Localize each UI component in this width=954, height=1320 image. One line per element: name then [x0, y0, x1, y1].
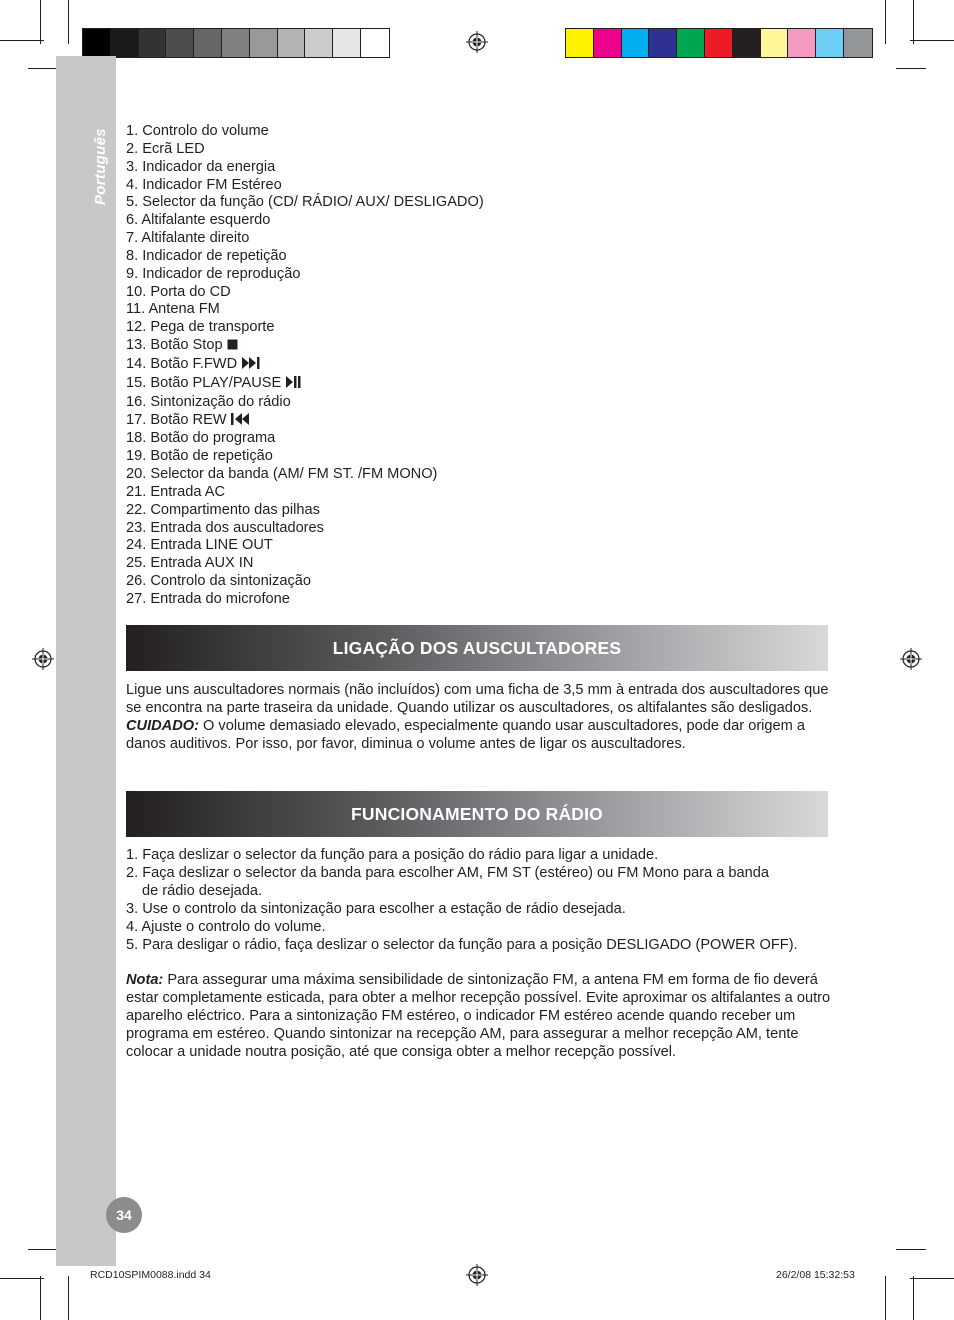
list-item-label: 16. Sintonização do rádio [126, 393, 291, 410]
fast-forward-icon [241, 357, 261, 375]
registration-mark-icon [32, 648, 54, 670]
list-item-label: 20. Selector da banda (AM/ FM ST. /FM MONO) [126, 466, 438, 483]
list-item [126, 141, 484, 159]
list-item [126, 337, 484, 356]
color-swatch [194, 29, 222, 57]
list-item [126, 356, 484, 375]
caution-text: O volume demasiado elevado, especialmente quando usar auscultadores, pode dar origem a danos auditivos. Por isso, por favor, diminua o volume antes de ligar os auscultadores. [126, 717, 805, 752]
footer-file-name: RCD10SPIM0088.indd 34 [90, 1269, 211, 1281]
crop-mark [40, 0, 41, 44]
radio-steps-list [126, 847, 846, 954]
list-item [126, 412, 484, 431]
color-swatch [622, 29, 650, 57]
list-item-label: 6. Altifalante esquerdo [126, 212, 271, 229]
list-item-label: 21. Entrada AC [126, 483, 225, 500]
section-heading-radio: FUNCIONAMENTO DO RÁDIO [126, 791, 828, 837]
language-label: Português [92, 128, 109, 205]
list-item-label: 5. Selector da função (CD/ RÁDIO/ AUX/ DESLIGADO) [126, 194, 484, 211]
crop-mark [896, 68, 926, 69]
color-swatch [844, 29, 872, 57]
list-item-label: 13. Botão Stop [126, 337, 223, 354]
color-swatch [733, 29, 761, 57]
list-item [126, 301, 484, 319]
list-item [126, 194, 484, 212]
list-item-label: 17. Botão REW [126, 411, 227, 428]
list-item: 5. Para desligar o rádio, faça deslizar o selector da função para a posição DESLIGADO (POWER OFF). [126, 936, 798, 953]
list-item [126, 591, 484, 609]
list-item-label: 1. Controlo do volume [126, 123, 269, 139]
list-item: 1. Faça deslizar o selector da função para a posição do rádio para ligar a unidade. [126, 847, 659, 863]
list-item-label: 7. Altifalante direito [126, 230, 250, 247]
list-item [126, 375, 484, 394]
list-item-label: 26. Controlo da sintonização [126, 573, 311, 590]
color-swatch [649, 29, 677, 57]
page-number: 34 [106, 1197, 142, 1233]
color-swatch [166, 29, 194, 57]
list-item [126, 266, 484, 284]
crop-mark [910, 1278, 954, 1279]
list-item [126, 466, 484, 484]
list-item-label: 18. Botão do programa [126, 430, 276, 447]
color-swatch [305, 29, 333, 57]
list-item [126, 573, 484, 591]
registration-mark-icon [466, 31, 488, 53]
color-swatch [761, 29, 789, 57]
play-pause-icon [285, 376, 301, 394]
radio-note-paragraph [126, 972, 846, 1062]
crop-mark [910, 40, 954, 41]
list-item [126, 394, 484, 412]
list-item-label: 12. Pega de transporte [126, 319, 275, 336]
list-item: 2. Faça deslizar o selector da banda para escolher AM, FM ST (estéreo) ou FM Mono para a banda [126, 864, 769, 881]
footer-timestamp: 26/2/08 15:32:53 [776, 1269, 855, 1281]
list-item-label: 23. Entrada dos auscultadores [126, 519, 324, 536]
crop-mark [896, 1249, 926, 1250]
list-item-label: 19. Botão de repetição [126, 448, 273, 465]
section-heading-headphones: LIGAÇÃO DOS AUSCULTADORES [126, 625, 828, 671]
list-item [126, 520, 484, 538]
list-item [126, 448, 484, 466]
list-item-label: 25. Entrada AUX IN [126, 555, 254, 572]
grayscale-color-bar [82, 28, 390, 58]
list-item [126, 502, 484, 520]
crop-mark [913, 1276, 914, 1320]
crop-mark [885, 1276, 886, 1320]
list-item-label: 3. Indicador da energia [126, 158, 276, 175]
list-item [126, 284, 484, 302]
list-item [126, 123, 484, 141]
list-item: de rádio desejada. [142, 882, 263, 899]
crop-mark [0, 40, 44, 41]
crop-mark [40, 1276, 41, 1320]
color-swatch [566, 29, 594, 57]
color-swatch [361, 29, 389, 57]
list-item-label: 22. Compartimento das pilhas [126, 501, 320, 518]
language-sidebar [56, 56, 116, 1266]
list-item-label: 24. Entrada LINE OUT [126, 537, 273, 554]
process-color-bar [565, 28, 873, 58]
list-item [126, 177, 484, 195]
list-item-label: 14. Botão F.FWD [126, 355, 238, 372]
list-item [126, 159, 484, 177]
color-swatch [111, 29, 139, 57]
registration-mark-icon [900, 648, 922, 670]
color-swatch [677, 29, 705, 57]
color-swatch [788, 29, 816, 57]
list-item [126, 555, 484, 573]
registration-mark-icon [466, 1264, 488, 1286]
crop-mark [885, 0, 886, 44]
list-item [126, 430, 484, 448]
list-item-label: 8. Indicador de repetição [126, 247, 287, 264]
crop-mark [913, 0, 914, 44]
color-swatch [816, 29, 844, 57]
list-item-label: 9. Indicador de reprodução [126, 265, 301, 282]
crop-mark [68, 0, 69, 44]
list-item [126, 319, 484, 337]
color-swatch [83, 29, 111, 57]
list-item-label: 2. Ecrã LED [126, 140, 205, 157]
list-item [126, 248, 484, 266]
color-swatch [250, 29, 278, 57]
color-swatch [222, 29, 250, 57]
color-swatch [594, 29, 622, 57]
list-item [126, 484, 484, 502]
color-swatch [278, 29, 306, 57]
caution-label: CUIDADO: [126, 717, 199, 734]
list-item-label: 4. Indicador FM Estéreo [126, 176, 282, 193]
headphones-body: Ligue uns auscultadores normais (não incluídos) com uma ficha de 3,5 mm à entrada dos auscultadores que se encontra na parte traseira da unidade. Quando utilizar os auscultadores, os altifalantes são desligados. [126, 682, 829, 716]
list-item-label: 10. Porta do CD [126, 283, 231, 300]
color-swatch [139, 29, 167, 57]
stop-icon [227, 338, 238, 356]
parts-list [126, 123, 484, 609]
note-text: Para assegurar uma máxima sensibilidade de sintonização FM, a antena FM em forma de fio deverá estar completamente esticada, para obter a melhor recepção possível. Evite aproximar os altifalantes a outro aparelho eléctrico. Para a sintonização FM estéreo, o indicador FM estéreo acende quando receber um programa em estéreo. Quando sintonizar na recepção AM, para assegurar a melhor recepção AM, tente colocar a unidade noutra posição, até que consiga obter a melhor recepção possível. [126, 972, 831, 1060]
list-item-label: 15. Botão PLAY/PAUSE [126, 374, 282, 391]
list-item: 4. Ajuste o controlo do volume. [126, 918, 326, 935]
crop-mark [0, 1278, 44, 1279]
color-swatch [705, 29, 733, 57]
list-item: 3. Use o controlo da sintonização para escolher a estação de rádio desejada. [126, 900, 626, 917]
list-item-label: 11. Antena FM [126, 301, 220, 318]
note-label: Nota: [126, 972, 164, 988]
list-item [126, 537, 484, 555]
list-item-label: 27. Entrada do microfone [126, 590, 290, 607]
crop-mark [28, 1249, 58, 1250]
crop-mark [68, 1276, 69, 1320]
list-item [126, 230, 484, 248]
rewind-icon [231, 413, 251, 431]
color-swatch [333, 29, 361, 57]
headphones-paragraph [126, 682, 846, 754]
crop-mark [28, 68, 58, 69]
list-item [126, 212, 484, 230]
